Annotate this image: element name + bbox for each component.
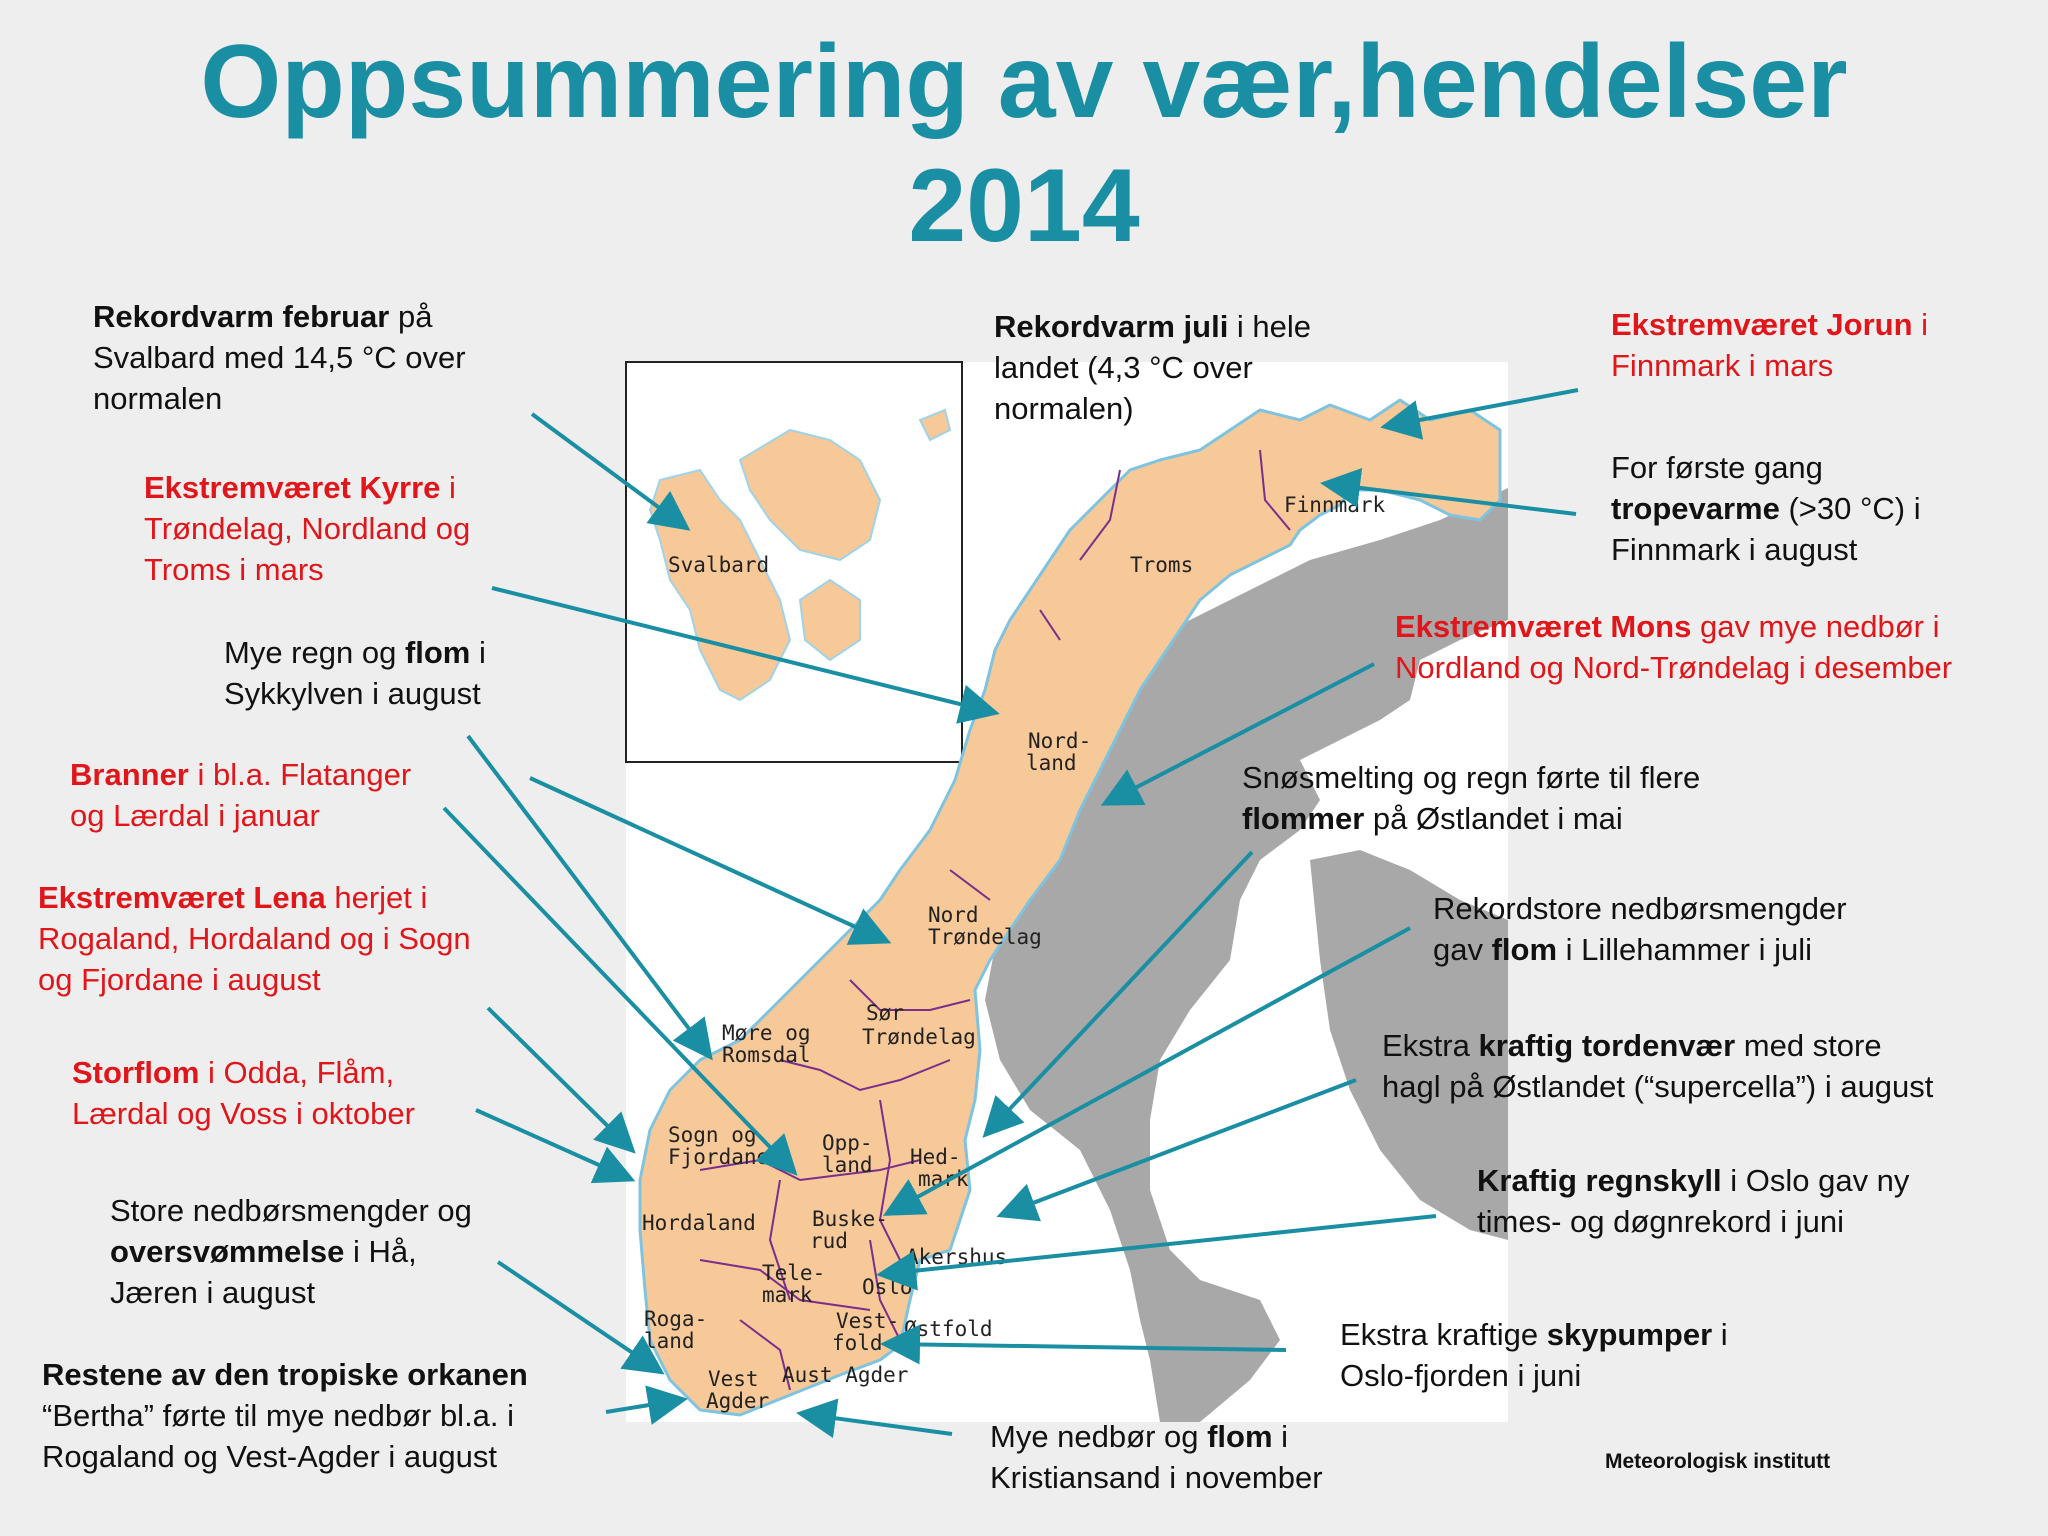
- map-label-austagder: Aust Agder: [782, 1363, 909, 1387]
- map-label-buskerud-2: rud: [810, 1229, 848, 1253]
- annotation-lillehammer: Rekordstore nedbørsmengder gav flom i Lillehammer i juli: [1433, 891, 1847, 967]
- map-label-hedmark-1: Hed-: [910, 1145, 961, 1169]
- annotation-ha-jaeren: Store nedbørsmengder og oversvømmelse i Hå, Jæren i august: [110, 1193, 472, 1310]
- map-label-moreromsdal-1: Møre og: [722, 1021, 811, 1045]
- map-label-troms: Troms: [1130, 553, 1194, 577]
- map-label-sortrondelag-1: Sør: [866, 1001, 904, 1025]
- map-label-buskerud-1: Buske-: [812, 1207, 888, 1231]
- map-label-rogaland-2: land: [644, 1329, 695, 1353]
- annotation-storflom: Storflom i Odda, Flåm, Lærdal og Voss i oktober: [72, 1055, 415, 1131]
- map-label-sortrondelag-2: Trøndelag: [862, 1025, 976, 1049]
- annotation-tropevarme: For første gang tropevarme (>30 °C) i Finnmark i august: [1611, 450, 1921, 567]
- annotation-sykkylven: Mye regn og flom i Sykkylven i august: [224, 635, 486, 711]
- map-label-sognfjordane-1: Sogn og: [668, 1123, 757, 1147]
- map-label-sognfjordane-2: Fjordane: [668, 1145, 770, 1169]
- annotation-kristiansand: Mye nedbør og flom i Kristiansand i november: [990, 1419, 1323, 1495]
- map-label-hedmark-2: mark: [918, 1167, 969, 1191]
- map-label-finnmark: Finnmark: [1284, 493, 1386, 517]
- map-label-ostfold: Østfold: [904, 1317, 993, 1341]
- map-label-nordtrondelag-2: Trøndelag: [928, 925, 1042, 949]
- map-label-telemark-1: Tele-: [762, 1261, 826, 1285]
- map-label-svalbard: Svalbard: [668, 553, 770, 577]
- map-label-vestfold-1: Vest-: [836, 1309, 900, 1333]
- annotation-tordenvaer: Ekstra kraftig tordenvær med store hagl på Østlandet (“supercella”) i august: [1382, 1028, 1934, 1104]
- map-label-rogaland-1: Roga-: [644, 1307, 708, 1331]
- map-label-vestagder-1: Vest: [708, 1367, 759, 1391]
- annotation-jorun: Ekstremværet Jorun i Finnmark i mars: [1611, 307, 1929, 383]
- annotation-mons: Ekstremværet Mons gav mye nedbør i Nordland og Nord-Trøndelag i desember: [1395, 609, 1953, 685]
- annotation-kyrre: Ekstremværet Kyrre i Trøndelag, Nordland og Troms i mars: [144, 470, 471, 587]
- annotation-skypumper: Ekstra kraftige skypumper i Oslo-fjorden i juni: [1340, 1317, 1728, 1393]
- map-label-nordland-2: land: [1026, 751, 1077, 775]
- footer-credit: Meteorologisk institutt: [1605, 1450, 1831, 1473]
- title-line-1: Oppsummering av vær,hendelser: [200, 24, 1848, 140]
- map-label-nordtrondelag-1: Nord: [928, 903, 979, 927]
- map-label-akershus: Akershus: [906, 1245, 1008, 1269]
- arrow-storflom: [476, 1110, 628, 1178]
- annotation-juli: Rekordvarm juli i hele landet (4,3 °C over normalen): [994, 309, 1312, 426]
- map-label-oppland-2: land: [822, 1153, 873, 1177]
- annotation-regnskyll: Kraftig regnskyll i Oslo gav ny times- og døgnrekord i juni: [1477, 1163, 1910, 1239]
- map-label-vestfold-2: fold: [832, 1331, 883, 1355]
- title-line-2: 2014: [908, 148, 1140, 264]
- map-label-oslo: Oslo: [862, 1275, 913, 1299]
- annotation-lena: Ekstremværet Lena herjet i Rogaland, Hordaland og i Sogn og Fjordane i august: [38, 880, 471, 997]
- annotation-snosmelting: Snøsmelting og regn førte til flere flommer på Østlandet i mai: [1242, 760, 1701, 836]
- map-label-telemark-2: mark: [762, 1283, 813, 1307]
- map-label-nordland-1: Nord-: [1028, 729, 1092, 753]
- map-label-hordaland: Hordaland: [642, 1211, 756, 1235]
- map-label-oppland-1: Opp-: [822, 1131, 873, 1155]
- annotation-branner: Branner i bl.a. Flatanger og Lærdal i januar: [70, 757, 412, 833]
- annotation-svalbard-february: Rekordvarm februar på Svalbard med 14,5 °C over normalen: [93, 299, 466, 416]
- map-label-moreromsdal-2: Romsdal: [722, 1043, 811, 1067]
- map-label-vestagder-2: Agder: [706, 1389, 770, 1413]
- annotation-bertha: Restene av den tropiske orkanen “Bertha” førte til mye nedbør bl.a. i Rogaland og Vest-Agder i august: [42, 1357, 528, 1474]
